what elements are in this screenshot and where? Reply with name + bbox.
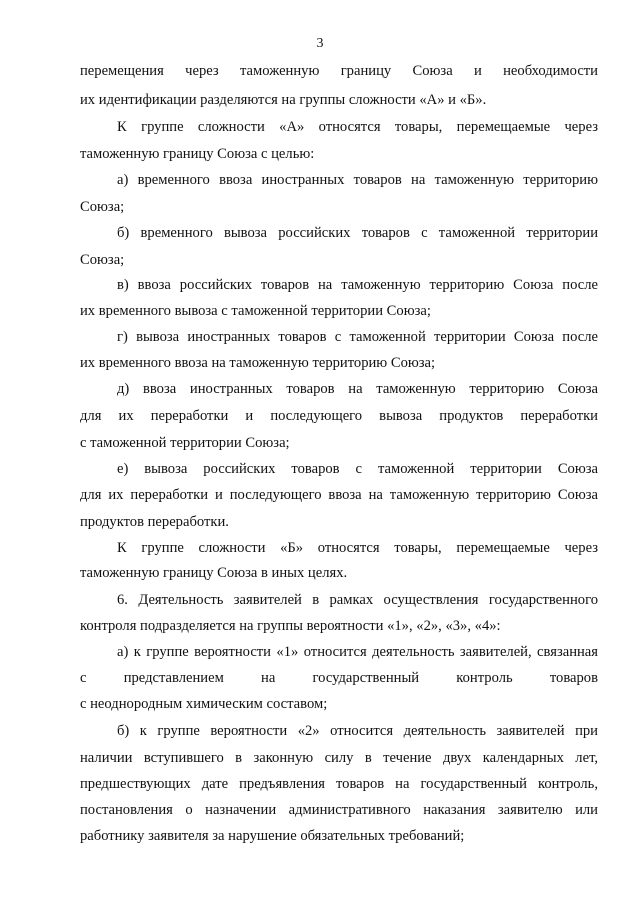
text-line: а) временного ввоза иностранных товаров на таможенную территорию (117, 172, 598, 188)
text-line: таможенную границу Союза в иных целях. (80, 565, 348, 581)
text-line: а) к группе вероятности «1» относится деятельность заявителей, связанная (117, 644, 598, 660)
text-line: продуктов переработки. (80, 514, 229, 530)
text-line: предшествующих дате предъявления товаров на государственный контроль, (80, 776, 598, 792)
text-line: их идентификации разделяются на группы сложности «А» и «Б». (80, 92, 487, 108)
text-line: контроля подразделяется на группы вероятности «1», «2», «3», «4»: (80, 618, 501, 634)
text-line: наличии вступившего в законную силу в течение двух календарных лет, (80, 750, 598, 766)
text-line: Союза; (80, 252, 125, 268)
text-line: К группе сложности «А» относятся товары, перемещаемые через (117, 119, 598, 135)
text-line: с неоднородным химическим составом; (80, 696, 328, 712)
text-line: перемещения через таможенную границу Союза и необходимости (80, 63, 598, 79)
text-line: для их переработки и последующего ввоза на таможенную территорию Союза (80, 487, 598, 503)
text-line: д) ввоза иностранных товаров на таможенную территорию Союза (117, 381, 598, 397)
page-number: 3 (316, 36, 324, 51)
text-line: б) временного вывоза российских товаров с таможенной территории (117, 225, 598, 241)
text-line: е) вывоза российских товаров с таможенной территории Союза (117, 461, 598, 477)
text-line: их временного ввоза на таможенную территорию Союза; (80, 355, 436, 371)
text-line: для их переработки и последующего вывоза продуктов переработки (80, 408, 598, 424)
text-line: таможенную границу Союза с целью: (80, 146, 315, 162)
text-line: г) вывоза иностранных товаров с таможенной территории Союза после (117, 329, 598, 345)
text-line: в) ввоза российских товаров на таможенную территорию Союза после (117, 277, 598, 293)
text-line: б) к группе вероятности «2» относится деятельность заявителей при (117, 723, 598, 739)
text-line: Союза; (80, 199, 125, 215)
text-line: работнику заявителя за нарушение обязательных требований; (80, 828, 465, 844)
text-line: их временного вывоза с таможенной территории Союза; (80, 303, 431, 319)
text-line: с таможенной территории Союза; (80, 435, 290, 451)
text-line: К группе сложности «Б» относятся товары, перемещаемые через (117, 540, 598, 556)
text-line: постановления о назначении административного наказания заявителю или (80, 802, 598, 818)
text-line: с представлением на государственный контроль товаров (80, 670, 598, 686)
text-line: 6. Деятельность заявителей в рамках осуществления государственного (117, 592, 598, 608)
